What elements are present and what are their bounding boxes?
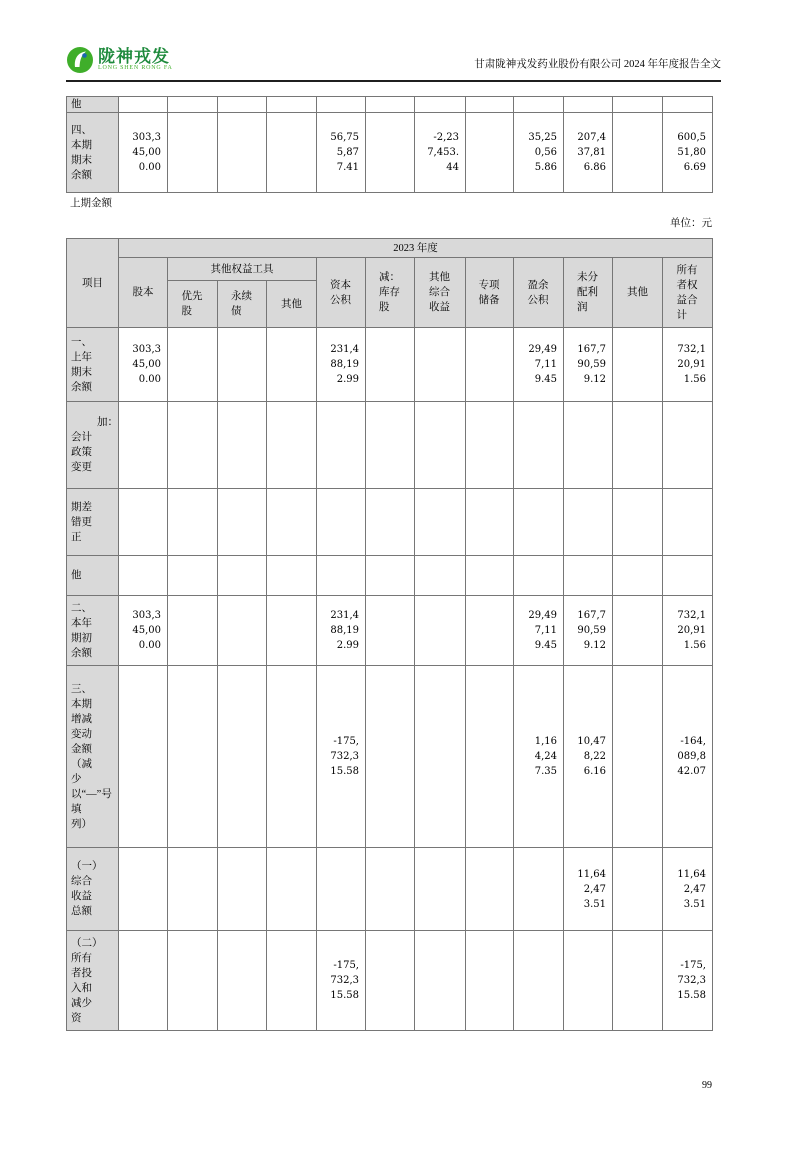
cell-value — [613, 931, 663, 1031]
cell-value — [317, 848, 366, 931]
cell-value — [168, 556, 218, 596]
cell-value — [218, 848, 267, 931]
cell-value — [663, 556, 713, 596]
row-label: （二）所有者投入和减少资 — [67, 931, 119, 1031]
cell-value: -175,732,315.58 — [663, 931, 713, 1031]
cell-value — [168, 596, 218, 666]
cell-value: 167,790,599.12 — [564, 596, 613, 666]
table-row — [67, 556, 713, 596]
cell-value: 600,551,806.69 — [663, 113, 713, 193]
column-header-perpetual-bonds: 永续债 — [218, 281, 267, 328]
row-label: 一、上年期末余额 — [67, 328, 119, 402]
cell-value — [119, 402, 168, 489]
cell-value — [466, 402, 514, 489]
row-label: 四、本期期末余额 — [67, 113, 119, 193]
cell-value: -175,732,315.58 — [317, 666, 366, 848]
cell-value — [119, 556, 168, 596]
cell-value — [613, 666, 663, 848]
table-row — [67, 848, 713, 931]
cell-value — [366, 97, 415, 113]
cell-value — [366, 596, 415, 666]
cell-value — [466, 666, 514, 848]
cell-value — [366, 848, 415, 931]
cell-value — [415, 402, 466, 489]
cell-value: 35,250,565.86 — [514, 113, 564, 193]
cell-value — [466, 556, 514, 596]
cell-value — [218, 666, 267, 848]
cell-value — [415, 596, 466, 666]
cell-value — [415, 848, 466, 931]
cell-value — [119, 489, 168, 556]
cell-value: 732,120,911.56 — [663, 328, 713, 402]
cell-value — [267, 489, 317, 556]
column-header-other-equity-instruments: 其他权益工具 — [168, 258, 317, 281]
column-header-other: 其他 — [613, 258, 663, 328]
row-label: 他 — [67, 97, 119, 113]
cell-value: 303,345,000.00 — [119, 328, 168, 402]
cell-value — [366, 931, 415, 1031]
row-label: 二、本年期初余额 — [67, 596, 119, 666]
table-row — [67, 596, 713, 666]
cell-value — [119, 666, 168, 848]
document-title: 甘肃陇神戎发药业股份有限公司 2024 年年度报告全文 — [474, 59, 721, 70]
cell-value — [168, 97, 218, 113]
cell-value — [218, 489, 267, 556]
cell-value — [366, 666, 415, 848]
cell-value — [415, 666, 466, 848]
cell-value — [366, 328, 415, 402]
cell-value — [267, 556, 317, 596]
cell-value — [119, 848, 168, 931]
cell-value — [218, 596, 267, 666]
table-row — [67, 402, 713, 489]
cell-value — [466, 848, 514, 931]
cell-value — [415, 328, 466, 402]
unit-label: 单位：元 — [670, 218, 712, 230]
cell-value — [466, 489, 514, 556]
cell-value — [415, 489, 466, 556]
cell-value — [613, 328, 663, 402]
cell-value — [267, 596, 317, 666]
cell-value — [415, 97, 466, 113]
cell-value — [168, 402, 218, 489]
table-row — [67, 97, 713, 113]
cell-value: 207,437,816.86 — [564, 113, 613, 193]
column-header-less-treasury-stock: 减：库存股 — [366, 258, 415, 328]
cell-value — [267, 402, 317, 489]
cell-value — [466, 931, 514, 1031]
cell-value — [613, 556, 663, 596]
cell-value — [317, 97, 366, 113]
cell-value — [267, 328, 317, 402]
page-header — [66, 46, 721, 74]
cell-value — [267, 666, 317, 848]
cell-value — [168, 489, 218, 556]
cell-value — [613, 489, 663, 556]
cell-value — [466, 596, 514, 666]
cell-value: 231,488,192.99 — [317, 328, 366, 402]
row-label: 他 — [67, 556, 119, 596]
cell-value — [366, 402, 415, 489]
cell-value — [466, 328, 514, 402]
cell-value — [168, 113, 218, 193]
cell-value — [663, 402, 713, 489]
column-header-other-comprehensive-income: 其他综合收益 — [415, 258, 466, 328]
cell-value: 10,478,226.16 — [564, 666, 613, 848]
column-header-total-owners-equity: 所有者权益合计 — [663, 258, 713, 328]
cell-value — [366, 113, 415, 193]
cell-value — [466, 113, 514, 193]
cell-value — [514, 489, 564, 556]
cell-value — [514, 556, 564, 596]
cell-value — [267, 113, 317, 193]
cell-value — [366, 489, 415, 556]
cell-value: -175,732,315.58 — [317, 931, 366, 1031]
page-number: 99 — [702, 1080, 712, 1091]
current-period-table-fragment — [66, 96, 713, 193]
cell-value: 1,164,247.35 — [514, 666, 564, 848]
cell-value — [168, 666, 218, 848]
cell-value — [415, 931, 466, 1031]
cell-value — [564, 556, 613, 596]
cell-value — [218, 97, 267, 113]
cell-value — [613, 596, 663, 666]
cell-value — [218, 113, 267, 193]
column-header-capital-reserve: 资本公积 — [317, 258, 366, 328]
cell-value — [613, 97, 663, 113]
cell-value — [119, 931, 168, 1031]
cell-value — [119, 97, 168, 113]
cell-value — [218, 402, 267, 489]
company-name: 陇神戎发 — [98, 47, 170, 66]
cell-value — [168, 328, 218, 402]
cell-value — [267, 97, 317, 113]
prior-period-section-label: 上期金额 — [70, 198, 112, 210]
cell-value: -2,237,453.44 — [415, 113, 466, 193]
cell-value: 303,345,000.00 — [119, 113, 168, 193]
cell-value — [514, 931, 564, 1031]
cell-value — [514, 97, 564, 113]
cell-value — [613, 848, 663, 931]
cell-value: 732,120,911.56 — [663, 596, 713, 666]
column-header-preferred-shares: 优先股 — [168, 281, 218, 328]
cell-value — [267, 848, 317, 931]
cell-value: 167,790,599.12 — [564, 328, 613, 402]
cell-value — [663, 489, 713, 556]
table-row — [67, 489, 713, 556]
cell-value — [564, 489, 613, 556]
cell-value — [466, 97, 514, 113]
header-divider — [66, 80, 721, 82]
table-row — [67, 931, 713, 1031]
cell-value — [267, 931, 317, 1031]
column-header-other-sub: 其他 — [267, 281, 317, 328]
cell-value — [366, 556, 415, 596]
cell-value: 11,642,473.51 — [663, 848, 713, 931]
cell-value: 56,755,877.41 — [317, 113, 366, 193]
cell-value — [218, 556, 267, 596]
cell-value — [564, 97, 613, 113]
prior-period-equity-table — [66, 238, 713, 1031]
cell-value — [317, 402, 366, 489]
cell-value — [514, 848, 564, 931]
cell-value — [564, 402, 613, 489]
cell-value: -164,089,842.07 — [663, 666, 713, 848]
cell-value: 29,497,119.45 — [514, 328, 564, 402]
cell-value — [168, 931, 218, 1031]
row-label: 三、本期增减变动金额（减少以“—”号填列） — [67, 666, 119, 848]
company-logo — [66, 46, 173, 74]
row-label: （一）综合收益总额 — [67, 848, 119, 931]
cell-value — [564, 931, 613, 1031]
cell-value — [218, 931, 267, 1031]
company-name-en: LONG SHEN RONG FA — [98, 65, 173, 71]
row-label: 加：会计政策变更 — [67, 402, 119, 489]
cell-value — [317, 556, 366, 596]
cell-value — [514, 402, 564, 489]
cell-value — [218, 328, 267, 402]
row-label: 期差错更正 — [67, 489, 119, 556]
table-row — [67, 113, 713, 193]
cell-value — [613, 402, 663, 489]
column-header-surplus-reserve: 盈余公积 — [514, 258, 564, 328]
column-header-item: 项目 — [67, 239, 119, 328]
cell-value — [317, 489, 366, 556]
cell-value — [613, 113, 663, 193]
cell-value — [168, 848, 218, 931]
table-row — [67, 666, 713, 848]
table-row — [67, 328, 713, 402]
company-logo-icon — [66, 46, 94, 74]
column-header-undistributed-profit: 未分配利润 — [564, 258, 613, 328]
cell-value: 303,345,000.00 — [119, 596, 168, 666]
cell-value: 11,642,473.51 — [564, 848, 613, 931]
cell-value: 231,488,192.99 — [317, 596, 366, 666]
cell-value — [415, 556, 466, 596]
cell-value — [663, 97, 713, 113]
column-header-share-capital: 股本 — [119, 258, 168, 328]
cell-value: 29,497,119.45 — [514, 596, 564, 666]
column-header-special-reserve: 专项储备 — [466, 258, 514, 328]
year-header: 2023 年度 — [119, 239, 713, 258]
